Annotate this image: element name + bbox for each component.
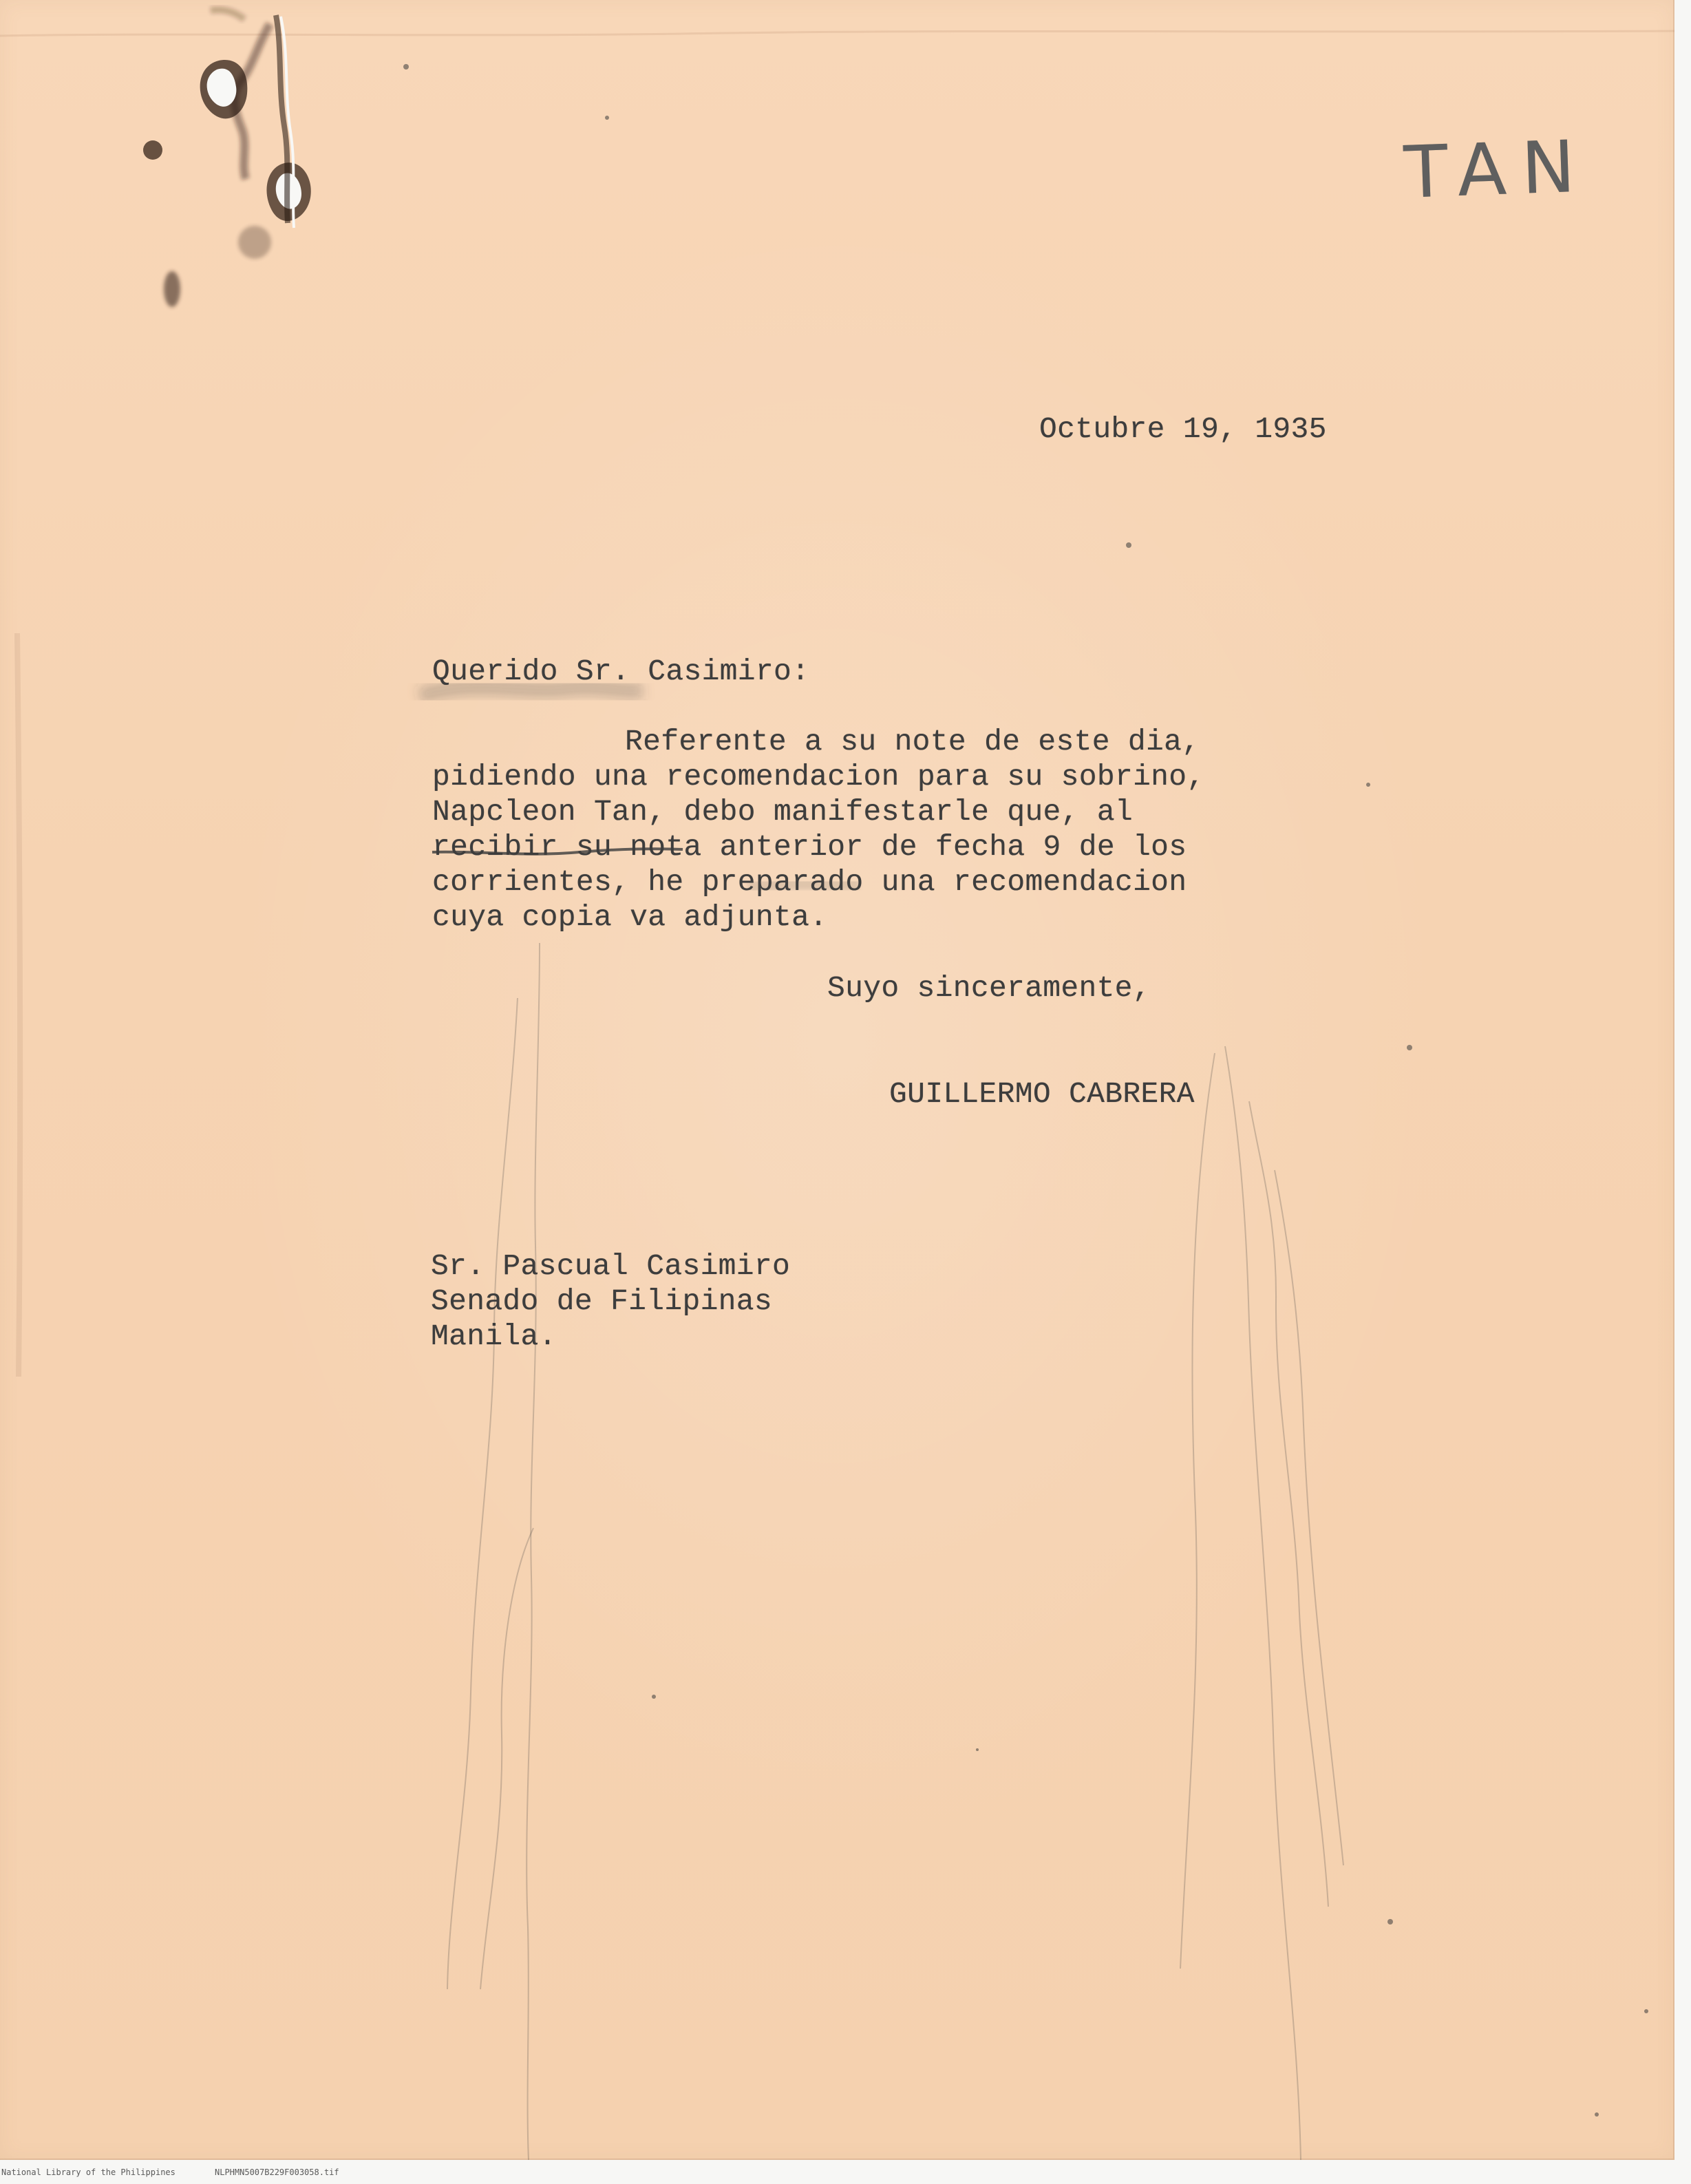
- footer-library-name: National Library of the Philippines: [1, 2167, 176, 2177]
- pencil-lines: [447, 943, 1343, 2160]
- footer-file-name: NLPHMN5007B229F003058.tif: [215, 2167, 339, 2177]
- top-fold-line: [0, 31, 1674, 36]
- scan-right-margin: [1674, 0, 1691, 2184]
- address-line-3: Manila.: [431, 1319, 557, 1353]
- letter-date: Octubre 19, 1935: [1039, 412, 1327, 446]
- address-line-2: Senado de Filipinas: [431, 1284, 772, 1318]
- body-line-2: pidiendo una recomendacion para su sobrino,: [432, 760, 1205, 794]
- letter-closing: Suyo sinceramente,: [827, 971, 1151, 1005]
- handwritten-tan-mark: TAN: [1402, 124, 1592, 215]
- typed-signature: GUILLERMO CABRERA: [889, 1077, 1195, 1111]
- letter-salutation: Querido Sr. Casimiro:: [432, 655, 810, 688]
- body-line-5: corrientes, he preparado una recomendacion: [432, 865, 1187, 899]
- burn-damage: [143, 10, 311, 307]
- scan-footer: [1, 2164, 1681, 2181]
- body-line-6: cuya copia va adjunta.: [432, 900, 828, 934]
- body-line-1: Referente a su note de este dia,: [625, 725, 1200, 759]
- left-scan-shadow: [17, 633, 20, 1377]
- body-line-3: Napcleon Tan, debo manifestarle que, al: [432, 795, 1134, 829]
- body-line-4: recibir su nota anterior de fecha 9 de los: [432, 830, 1187, 864]
- address-line-1: Sr. Pascual Casimiro: [431, 1249, 791, 1283]
